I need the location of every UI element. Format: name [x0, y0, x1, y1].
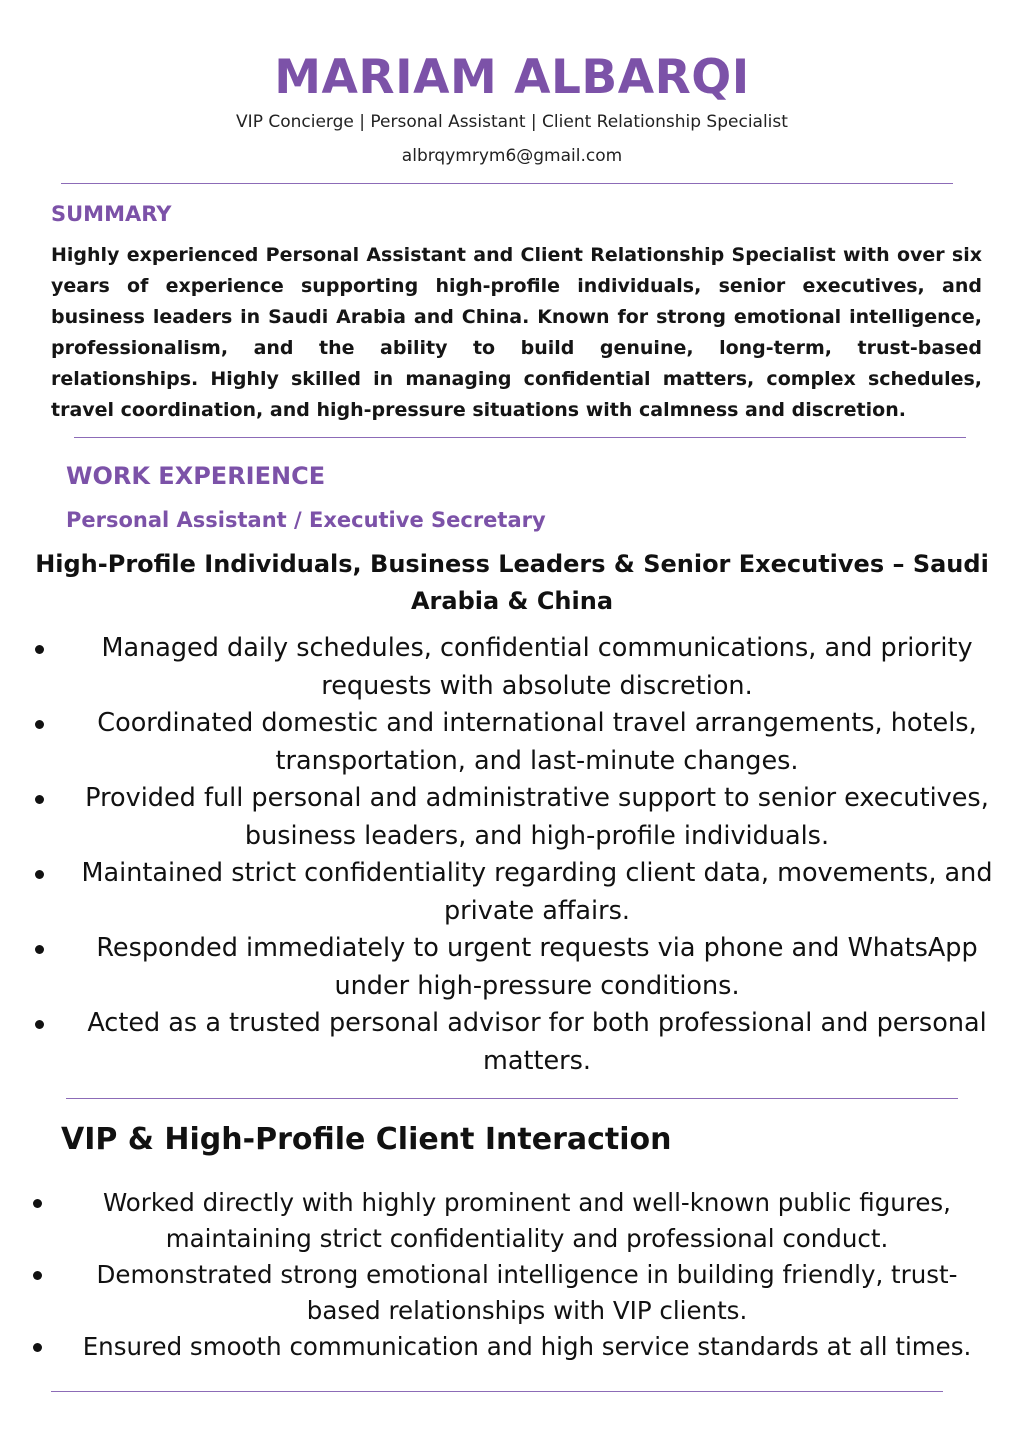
resume-header: [0, 48, 1024, 168]
bullet-icon: [35, 645, 44, 654]
job-organization: High-Profile Individuals, Business Leaders & Senior Executives – Saudi Arabia & China: [35, 550, 989, 615]
list-item: [30, 1257, 994, 1329]
list-item: [30, 1329, 994, 1365]
bullet-text: Worked directly with highly prominent and well-known public figures, maintaining strict confidentiality and professional conduct.: [103, 1188, 951, 1253]
divider-work: [66, 1098, 958, 1099]
list-item: [30, 1005, 1014, 1080]
bullet-text: Ensured smooth communication and high service standards at all times.: [82, 1332, 972, 1361]
summary-heading: SUMMARY: [51, 202, 172, 226]
bullet-icon: [33, 1199, 42, 1208]
bullet-icon: [35, 795, 44, 804]
divider-vip: [51, 1391, 943, 1392]
bullet-text: Demonstrated strong emotional intelligence in building friendly, trust-based relationships with VIP clients.: [96, 1260, 958, 1325]
work-bullet-list: [30, 630, 1014, 1080]
work-experience-heading: WORK EXPERIENCE: [66, 462, 326, 490]
vip-bullet-list: [30, 1185, 994, 1365]
bullet-text: Managed daily schedules, confidential communications, and priority requests with absolute discretion.: [101, 633, 973, 701]
candidate-title-line: VIP Concierge | Personal Assistant | Client Relationship Specialist: [236, 112, 788, 132]
list-item: [30, 780, 1014, 855]
bullet-text: Acted as a trusted personal advisor for both professional and personal matters.: [87, 1008, 987, 1076]
list-item: [30, 930, 1014, 1005]
bullet-icon: [35, 870, 44, 879]
bullet-icon: [33, 1271, 42, 1280]
bullet-icon: [33, 1343, 42, 1352]
bullet-text: Maintained strict confidentiality regarding client data, movements, and private affairs.: [81, 858, 993, 926]
bullet-icon: [35, 720, 44, 729]
candidate-email: albrqymrym6@gmail.com: [401, 146, 623, 166]
candidate-name: MARIAM ALBARQI: [274, 50, 750, 105]
divider-header: [61, 183, 953, 184]
bullet-icon: [35, 945, 44, 954]
divider-summary: [74, 437, 966, 438]
list-item: [30, 1185, 994, 1257]
summary-paragraph: Highly experienced Personal Assistant and Client Relationship Specialist with over six years of experience supporting high-profile individuals, senior executives, and business leaders in Saudi Arabia and China. Known for strong emotional intelligence, professionalism, and the ability to build genuine, long-term, trust-based relationships. Highly skilled in managing confidential matters, complex schedules, travel coordination, and high-pressure situations with calmness and discretion.: [51, 244, 982, 421]
bullet-text: Provided full personal and administrative support to senior executives, business leaders, and high-profile individuals.: [85, 783, 989, 851]
vip-section-heading: VIP & High-Profile Client Interaction: [61, 1122, 672, 1157]
list-item: [30, 705, 1014, 780]
bullet-text: Coordinated domestic and international travel arrangements, hotels, transportation, and last-minute changes.: [97, 708, 977, 776]
bullet-text: Responded immediately to urgent requests via phone and WhatsApp under high-pressure conditions.: [96, 933, 978, 1001]
list-item: [30, 630, 1014, 705]
list-item: [30, 855, 1014, 930]
bullet-icon: [35, 1020, 44, 1029]
job-role: Personal Assistant / Executive Secretary: [66, 508, 546, 532]
